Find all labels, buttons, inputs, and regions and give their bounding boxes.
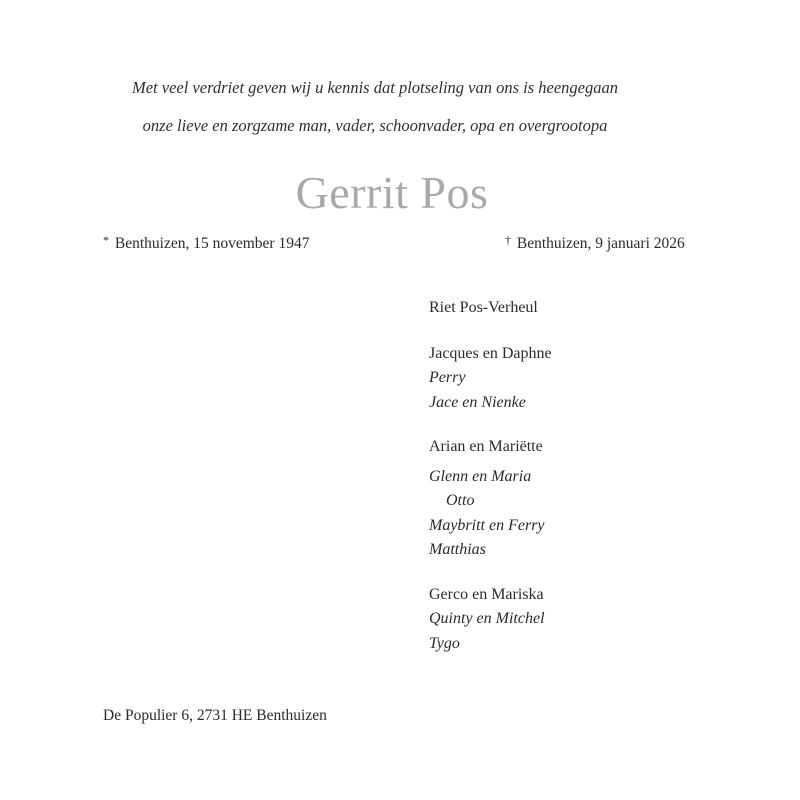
death-info [505,233,685,253]
birth-symbol: * [103,233,109,247]
family-group-2-child: Maybritt en Ferry [429,516,545,534]
death-symbol: † [505,233,511,247]
intro-line-2: onze lieve en zorgzame man, vader, schoonvader, opa en overgrootopa [142,116,608,135]
deceased-name: Gerrit Pos [295,167,489,218]
birth-info [103,233,309,253]
family-group-2-child: Matthias [429,541,486,558]
family-group-2-parents: Arian en Mariëtte [429,438,543,455]
death-text: Benthuizen, 9 januari 2026 [516,235,685,252]
family-group-2-grandchild: Otto [446,492,475,509]
family-group-1-child: Perry [429,369,466,386]
family-group-1-child: Jace en Nienke [429,393,526,411]
family-group-3-child: Quinty en Mitchel [429,610,545,627]
birth-text: Benthuizen, 15 november 1947 [114,235,310,252]
family-group-1-parents: Jacques en Daphne [429,344,552,362]
family-group-3-child: Tygo [429,634,460,652]
intro-line-1: Met veel verdriet geven wij u kennis dat plotseling van ons is heengegaan [131,78,618,97]
family-group-2-child: Glenn en Maria [429,467,532,485]
spouse-name: Riet Pos-Verheul [429,299,538,316]
home-address: De Populier 6, 2731 HE Benthuizen [103,707,327,724]
family-list [429,296,769,656]
family-group-3-parents: Gerco en Mariska [429,585,544,603]
